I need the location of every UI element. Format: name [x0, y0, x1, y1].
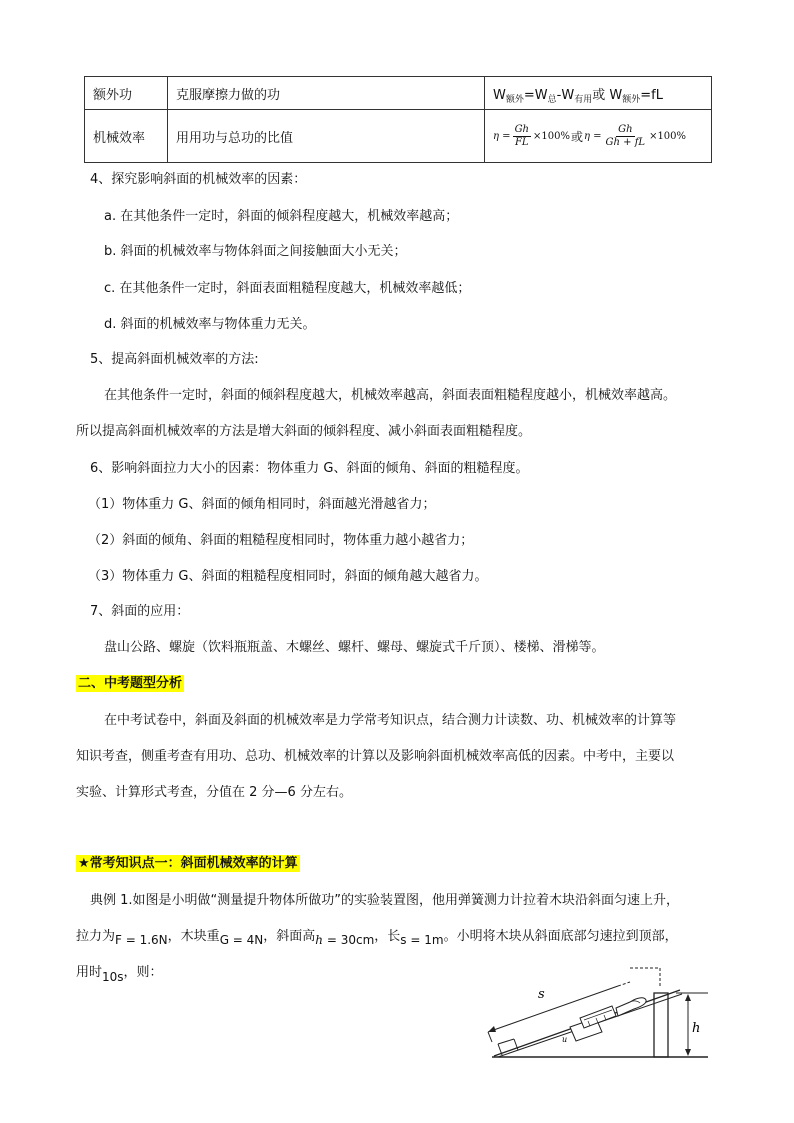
- block-mark: u: [562, 1035, 568, 1044]
- example-line-3: [76, 961, 163, 984]
- example-text: ，长: [374, 929, 401, 944]
- analysis-heading: [76, 672, 184, 691]
- height-label: h: [692, 1021, 701, 1036]
- section-7-line: 盘山公路、螺旋（饮料瓶瓶盖、木螺丝、螺杆、螺母、螺旋式千斤顶）、楼梯、滑梯等。: [104, 640, 605, 655]
- example-text: 用时: [76, 965, 103, 980]
- formula-sub: 总: [547, 94, 557, 105]
- formula-sub: 有用: [574, 94, 593, 105]
- analysis-para-2: 知识考查，侧重考查有用功、总功、机械效率的计算以及影响斜面机械效率高低的因素。中考中，主要以: [76, 749, 675, 764]
- percent: ×100%: [533, 130, 570, 142]
- incline-figure: [484, 960, 714, 1065]
- length-value: s = 1m: [400, 933, 444, 947]
- weight-value: G = 4N: [219, 933, 264, 947]
- formula-part: =fL: [640, 87, 663, 103]
- section-6-item-1: （1）物体重力 G、斜面的倾角相同时，斜面越光滑越省力；: [88, 497, 436, 512]
- formula-sub: 额外: [622, 94, 641, 105]
- or-text: 或: [570, 129, 583, 144]
- top-dashed: [630, 968, 660, 988]
- height-value: = 30cm: [323, 933, 375, 947]
- height-arrowhead: [685, 1049, 691, 1056]
- formula-part: 或 W: [592, 87, 623, 103]
- example-text: ，则：: [123, 965, 163, 980]
- row-desc: 克服摩擦力做的功: [168, 77, 485, 110]
- analysis-para-3: 实验、计算形式考查，分值在 2 分—6 分左右。: [76, 785, 352, 800]
- denominator: FL: [514, 136, 529, 148]
- length-label: s: [538, 987, 545, 1002]
- knowledge-point-heading: [76, 852, 300, 871]
- section-6-item-2: （2）斜面的倾角、斜面的粗糙程度相同时，物体重力越小越省力；: [88, 533, 474, 548]
- length-tick: [488, 1032, 492, 1042]
- section-6-title: 6、影响斜面拉力大小的因素：物体重力 G、斜面的倾角、斜面的粗糙程度。: [90, 461, 529, 476]
- time-value: 10s: [102, 970, 124, 984]
- table-row: [85, 77, 712, 110]
- formula-part: =W: [523, 87, 548, 103]
- example-text: 。小明将木块从斜面底部匀速拉到顶部，: [443, 929, 678, 944]
- numerator: Gh: [514, 123, 529, 135]
- start-block: [498, 1039, 514, 1044]
- section-7-title: 7、斜面的应用：: [90, 604, 190, 619]
- row-formula: [485, 77, 712, 110]
- section-5-title: 5、提高斜面机械效率的方法:: [90, 352, 259, 367]
- eta-symbol: η =: [493, 130, 511, 142]
- section-4-item-a: a. 在其他条件一定时，斜面的倾斜程度越大，机械效率越高；: [104, 209, 459, 224]
- fraction: [604, 124, 648, 149]
- numerator: Gh: [618, 123, 633, 135]
- percent: ×100%: [649, 130, 687, 142]
- section-5-line2: 所以提高斜面机械效率的方法是增大斜面的倾斜程度、减小斜面表面粗糙程度。: [76, 424, 532, 439]
- efficiency-formula: [493, 124, 686, 149]
- row-formula: [485, 110, 712, 163]
- denominator: Gh + fL: [605, 136, 646, 148]
- eta-symbol: η =: [583, 130, 602, 142]
- section-4-title: 4、探究影响斜面的机械效率的因素：: [90, 172, 307, 187]
- length-dashed: [618, 982, 630, 986]
- height-arrowhead: [685, 994, 691, 1001]
- table-row: [85, 110, 712, 163]
- force-value: F = 1.6N: [115, 933, 168, 947]
- height-symbol: h: [315, 933, 324, 947]
- hand-icon: [616, 998, 646, 1016]
- row-label: 机械效率: [85, 110, 168, 163]
- section-4-item-c: c. 在其他条件一定时，斜面表面粗糙程度越大，机械效率越低；: [104, 281, 471, 296]
- section-6-item-3: （3）物体重力 G、斜面的粗糙程度相同时，斜面的倾角越大越省力。: [88, 569, 488, 584]
- fraction: [513, 124, 531, 149]
- example-text: ，斜面高: [263, 929, 316, 944]
- length-arrowhead: [488, 1026, 496, 1032]
- example-line-2: [76, 925, 678, 947]
- knowledge-point-heading-text: ★常考知识点一：斜面机械效率的计算: [78, 856, 298, 871]
- formula-part: -W: [556, 87, 575, 103]
- row-desc: 用用功与总功的比值: [168, 110, 485, 163]
- formula-sub: 额外: [505, 94, 524, 105]
- formula-table: [84, 76, 712, 163]
- example-text: 拉力为: [76, 929, 116, 944]
- row-label: 额外功: [85, 77, 168, 110]
- analysis-heading-text: 二、中考题型分析: [78, 676, 183, 691]
- analysis-para-1: 在中考试卷中，斜面及斜面的机械效率是力学常考知识点，结合测力计读数、功、机械效率的计算等: [104, 713, 677, 728]
- section-4-item-b: b. 斜面的机械效率与物体斜面之间接触面大小无关；: [104, 244, 407, 259]
- example-line-1: 典例 1.如图是小明做“测量提升物体所做功”的实验装置图，他用弹簧测力计拉着木块沿斜面匀速上升，: [90, 893, 680, 908]
- formula-part: W: [493, 87, 506, 103]
- section-4-item-d: d. 斜面的机械效率与物体重力无关。: [104, 317, 316, 332]
- example-text: ，木块重: [167, 929, 220, 944]
- section-5-line1: 在其他条件一定时，斜面的倾斜程度越大，机械效率越高，斜面表面粗糙程度越小，机械效率越高。: [104, 388, 677, 403]
